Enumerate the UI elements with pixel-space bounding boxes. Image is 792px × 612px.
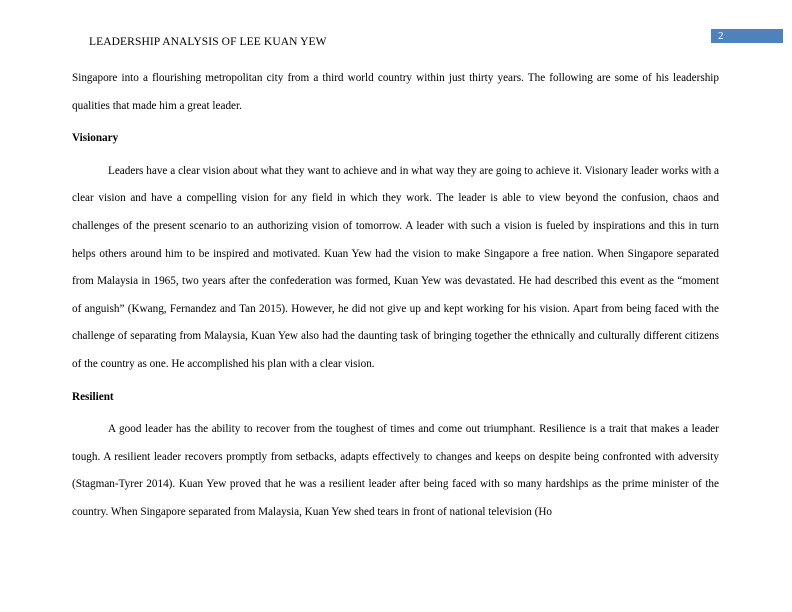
document-body [72,65,719,527]
section-heading-resilient: Resilient [72,390,114,403]
page-number: 2 [711,29,783,43]
section-paragraph-visionary: Leaders have a clear vision about what they want to achieve and in what way they are going to achieve it. Visionary leader works with a clear vision and have a compelling vision for any field in which they work. The leader is able to view beyond the confusion, chaos and challenges of the present scenario to an authorizing vision of tomorrow. A leader with such a vision is fueled by inspirations and this in turn helps others around him to be inspired and motivated. Kuan Yew had the vision to make Singapore a free nation. When Singapore separated from Malaysia in 1965, two years after the confederation was formed, Kuan Yew was devastated. He had described this event as the “moment of anguish” (Kwang, Fernandez and Tan 2015). However, he did not give up and kept working for his vision. Apart from being faced with the challenge of separating from Malaysia, Kuan Yew also had the daunting task of bringing together the ethnically and culturally different citizens of the country as one. He accomplished his plan with a clear vision. [72,164,719,370]
intro-paragraph: Singapore into a flourishing metropolitan city from a third world country within just thirty years. The following are some of his leadership qualities that made him a great leader. [72,72,719,112]
section-paragraph-resilient: A good leader has the ability to recover from the toughest of times and come out triumphant. Resilience is a trait that makes a leader tough. A resilient leader recovers promptly from setbacks, adapts effectively to changes and keeps on despite being confronted with adversity (Stagman-Tyrer 2014). Kuan Yew proved that he was a resilient leader after being faced with so many hardships as the prime minister of the country. When Singapore separated from Malaysia, Kuan Yew shed tears in front of national television (Ho [72,423,719,518]
section-heading-visionary: Visionary [72,132,119,145]
running-head: LEADERSHIP ANALYSIS OF LEE KUAN YEW [89,36,327,48]
